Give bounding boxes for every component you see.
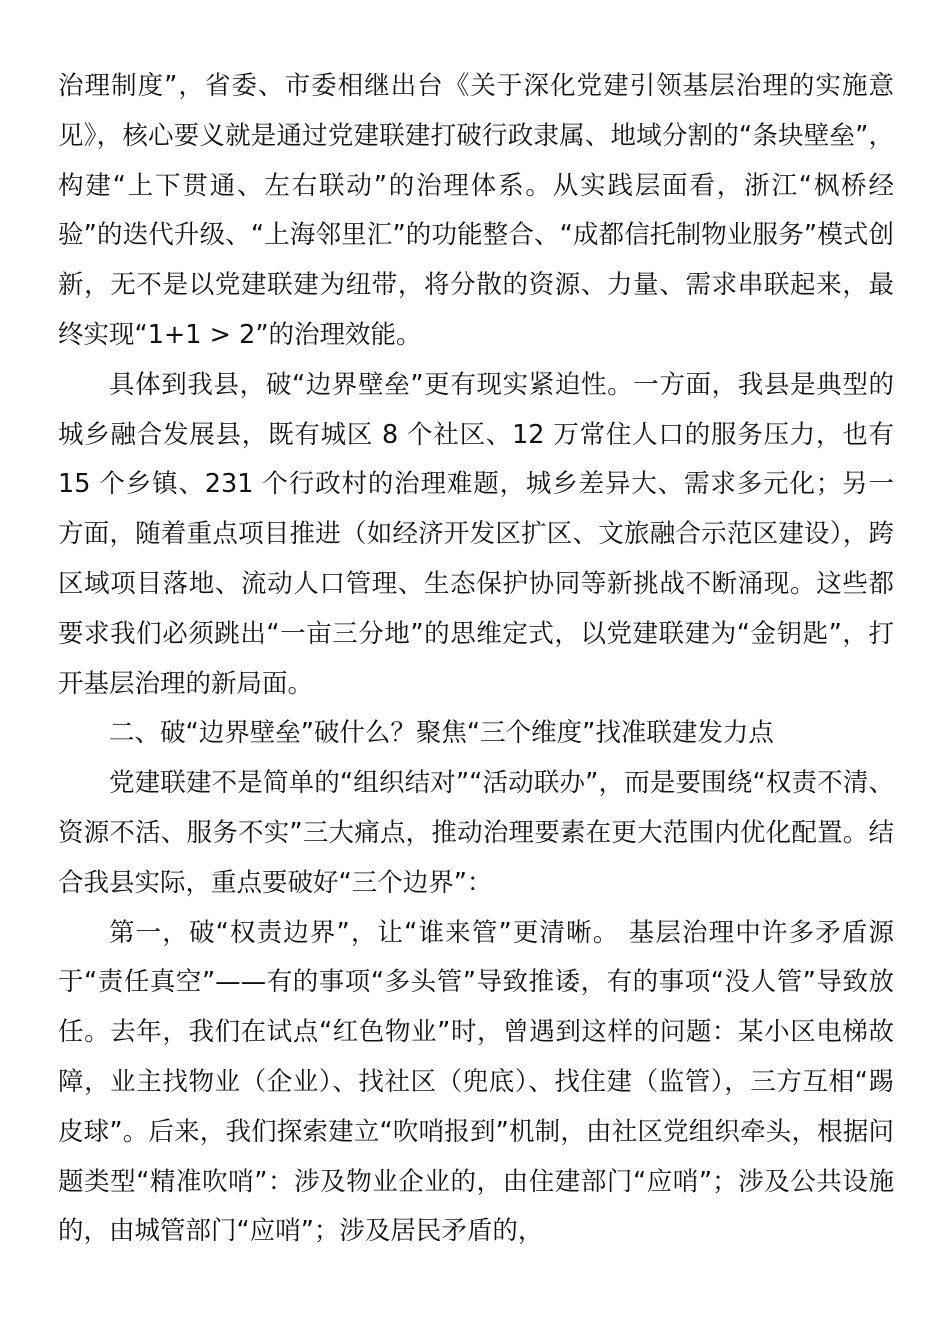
paragraph-2: 具体到我县，破“边界壁垒”更有现实紧迫性。一方面，我县是典型的城乡融合发展县，既有城区 8 个社区、12 万常住人口的服务压力，也有 15 个乡镇、231 个行政村的治理难题，城乡差异大、需求多元化；另一方面，随着重点项目推进（如经济开发区扩区、文旅融合示范区建设），跨区域项目落地、流动人口管理、生态保护协同等新挑战不断涌现。这些都要求我们必须跳出“一亩三分地”的思维定式，以党建联建为“金钥匙”，打开基层治理的新局面。 bbox=[58, 369, 894, 699]
document-body bbox=[58, 62, 894, 1257]
paragraph-4: 第一，破“权责边界”，让“谁来管”更清晰。 基层治理中许多矛盾源于“责任真空”——有的事项“多头管”导致推诿，有的事项“没人管”导致放任。去年，我们在试点“红色物业”时，曾遇到这样的问题：某小区电梯故障，业主找物业（企业）、找社区（兜底）、找住建（监管），三方互相“踢皮球”。后来，我们探索建立“吹哨报到”机制，由社区党组织牵头，根据问题类型“精准吹哨”：涉及物业企业的，由住建部门“应哨”；涉及公共设施的，由城管部门“应哨”；涉及居民矛盾的， bbox=[58, 917, 894, 1247]
paragraph-3: 党建联建不是简单的“组织结对”“活动联办”，而是要围绕“权责不清、资源不活、服务不实”三大痛点，推动治理要素在更大范围内优化配置。结合我县实际，重点要破好“三个边界”： bbox=[58, 768, 894, 898]
section-heading: 二、破“边界壁垒”破什么？聚焦“三个维度”找准联建发力点 bbox=[109, 718, 774, 749]
paragraph-1: 治理制度”，省委、市委相继出台《关于深化党建引领基层治理的实施意见》，核心要义就是通过党建联建打破行政隶属、地域分割的“条块壁垒”，构建“上下贯通、左右联动”的治理体系。从实践层面看，浙江“枫桥经验”的迭代升级、“上海邻里汇”的功能整合、“成都信托制物业服务”模式创新，无不是以党建联建为纽带，将分散的资源、力量、需求串联起来，最终实现“1+1 > 2”的治理效能。 bbox=[58, 71, 894, 350]
